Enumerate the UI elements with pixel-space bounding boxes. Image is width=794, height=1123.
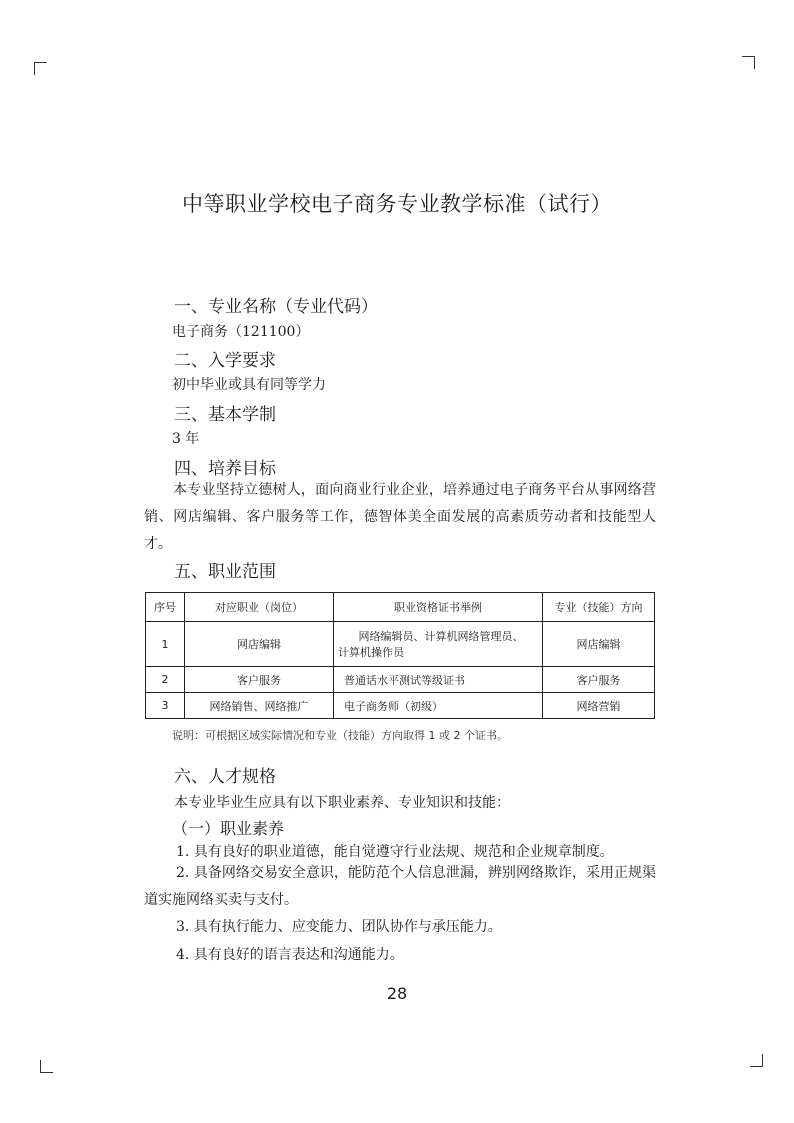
crop-mark-bottom-left xyxy=(40,1060,53,1073)
table-note: 说明：可根据区域实际情况和专业（技能）方向取得 1 或 2 个证书。 xyxy=(172,729,508,742)
row-occupation: 网店编辑 xyxy=(185,622,334,667)
table-row xyxy=(146,622,655,667)
row-number: 2 xyxy=(146,667,185,693)
section-heading-admission: 二、入学要求 xyxy=(174,351,276,371)
row-certificate-line: 网络编辑员、计算机网络管理员、 xyxy=(358,630,524,643)
section-heading-major-name: 一、专业名称（专业代码） xyxy=(174,297,378,317)
crop-mark-top-right xyxy=(742,56,755,69)
list-item: 2. 具备网络交易安全意识，能防范个人信息泄漏，辨别网络欺诈，采用正规渠道实施网络买卖与支付。 xyxy=(144,865,656,908)
list-item: 1. 具有良好的职业道德，能自觉遵守行业法规、规范和企业规章制度。 xyxy=(176,844,614,860)
section-heading-occupations: 五、职业范围 xyxy=(174,562,276,582)
document-title: 中等职业学校电子商务专业教学标准（试行） xyxy=(182,192,612,216)
objectives-paragraph: 本专业坚持立德树人，面向商业行业企业，培养通过电子商务平台从事网络营销、网店编辑、客户服务等工作，德智体美全面发展的高素质劳动者和技能型人才。 xyxy=(144,482,656,552)
row-number: 3 xyxy=(146,693,185,719)
header-number: 序号 xyxy=(146,593,185,622)
header-occupation: 对应职业（岗位） xyxy=(185,593,334,622)
row-certificate xyxy=(334,622,543,667)
admission-value: 初中毕业或具有同等学力 xyxy=(172,377,326,393)
row-direction: 网店编辑 xyxy=(543,622,655,667)
list-item: 3. 具有执行能力、应变能力、团队协作与承压能力。 xyxy=(176,919,502,935)
row-certificate-line: 计算机操作员 xyxy=(338,646,404,659)
subsection-heading-professional-qualities: （一）职业素养 xyxy=(172,819,285,838)
row-occupation: 客户服务 xyxy=(185,667,334,693)
list-item: 4. 具有良好的语言表达和沟通能力。 xyxy=(176,947,404,963)
row-certificate: 电子商务师（初级） xyxy=(334,693,543,719)
row-occupation: 网络销售、网络推广 xyxy=(185,693,334,719)
section-heading-talent-specs: 六、人才规格 xyxy=(174,767,276,787)
table-header-row xyxy=(146,593,655,622)
header-direction: 专业（技能）方向 xyxy=(543,593,655,622)
talent-specs-intro: 本专业毕业生应具有以下职业素养、专业知识和技能： xyxy=(174,795,510,811)
table-row xyxy=(146,693,655,719)
row-direction: 客户服务 xyxy=(543,667,655,693)
header-certificate: 职业资格证书举例 xyxy=(334,593,543,622)
row-direction: 网络营销 xyxy=(543,693,655,719)
section-heading-objectives: 四、培养目标 xyxy=(174,459,276,479)
crop-mark-top-left xyxy=(34,62,47,75)
crop-mark-bottom-right xyxy=(750,1054,763,1067)
duration-value: 3 年 xyxy=(172,431,200,447)
row-number: 1 xyxy=(146,622,185,667)
major-name-value: 电子商务（121100） xyxy=(172,324,310,340)
row-certificate: 普通话水平测试等级证书 xyxy=(334,667,543,693)
occupation-table xyxy=(145,592,655,719)
table-row xyxy=(146,667,655,693)
page-number: 28 xyxy=(386,984,408,1003)
section-heading-duration: 三、基本学制 xyxy=(174,405,276,425)
